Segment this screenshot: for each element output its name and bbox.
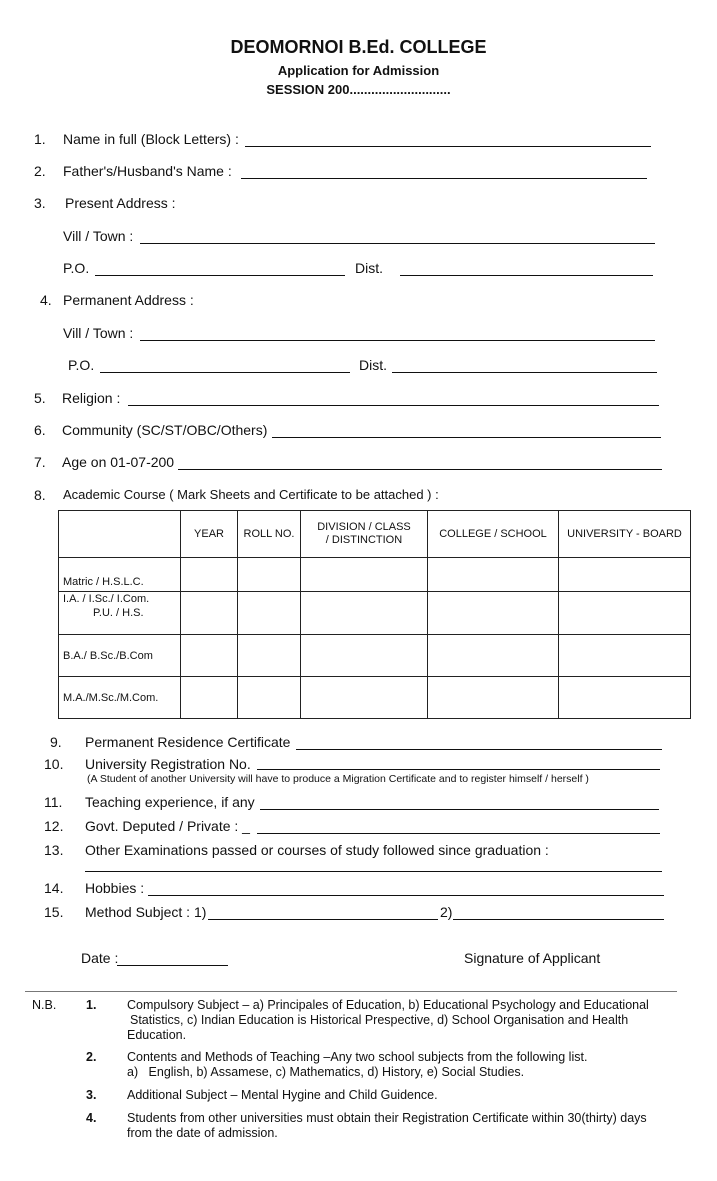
- row-label: Matric / H.S.L.C.: [59, 558, 181, 592]
- present-vill-input-line[interactable]: [140, 243, 655, 244]
- row-label-line2: P.U. / H.S.: [93, 607, 144, 619]
- field-hobbies: [0, 880, 717, 900]
- field-number: 9.: [50, 734, 62, 750]
- table-row: [59, 677, 691, 719]
- field-other-exams: [0, 842, 717, 862]
- cell[interactable]: [301, 635, 428, 677]
- cell[interactable]: [428, 635, 559, 677]
- cell[interactable]: [181, 592, 238, 635]
- field-number: 15.: [44, 904, 64, 920]
- field-number: 6.: [34, 422, 46, 438]
- field-number: 8.: [34, 487, 46, 503]
- cell[interactable]: [301, 558, 428, 592]
- cell[interactable]: [559, 677, 691, 719]
- field-label: Present Address :: [65, 195, 176, 211]
- divider: [25, 991, 677, 992]
- date-input-line[interactable]: [117, 965, 228, 966]
- field-number: 4.: [40, 292, 52, 308]
- note-text: (A Student of another University will have to produce a Migration Certificate and to register himself / herself ): [87, 773, 589, 785]
- note-line: Education.: [127, 1028, 187, 1042]
- present-dist-input-line[interactable]: [400, 275, 653, 276]
- table-header: ROLL NO.: [238, 511, 301, 558]
- field-number: 13.: [44, 842, 64, 858]
- field-label: Father's/Husband's Name :: [63, 163, 232, 179]
- row-label-line1: I.A. / I.Sc./ I.Com.: [63, 593, 150, 605]
- field-label: Permanent Address :: [63, 292, 194, 308]
- table-row: [59, 558, 691, 592]
- present-vill-town: [0, 228, 717, 248]
- permanent-dist-input-line[interactable]: [392, 372, 657, 373]
- nb-label: N.B.: [32, 998, 57, 1012]
- field-label: Method Subject : 1): [85, 904, 207, 920]
- field-deputed: [0, 818, 717, 838]
- field-label: Teaching experience, if any: [85, 794, 255, 810]
- cell[interactable]: [428, 592, 559, 635]
- teaching-input-line[interactable]: [260, 809, 659, 810]
- field-age: [0, 454, 717, 474]
- permanent-vill-town: [0, 325, 717, 345]
- present-po-dist: [0, 260, 717, 280]
- cell[interactable]: [181, 558, 238, 592]
- field-number: 7.: [34, 454, 46, 470]
- field-present-address: [0, 195, 717, 215]
- present-po-input-line[interactable]: [95, 275, 345, 276]
- cell[interactable]: [238, 558, 301, 592]
- note-line: Students from other universities must obtain their Registration Certificate within 30(thirty) days: [127, 1111, 647, 1125]
- form-subtitle: Application for Admission: [277, 63, 440, 78]
- note-number: 1.: [86, 998, 97, 1012]
- field-number: 14.: [44, 880, 64, 896]
- table-row: [59, 592, 691, 635]
- religion-input-line[interactable]: [128, 405, 659, 406]
- field-number: 11.: [44, 794, 63, 810]
- field-label: Dist.: [355, 260, 383, 276]
- field-permanent-address: [0, 292, 717, 312]
- field-label: Govt. Deputed / Private : _: [85, 818, 250, 834]
- table-header: [59, 511, 181, 558]
- note-3: [127, 1088, 687, 1103]
- field-number: 2.: [34, 163, 46, 179]
- permanent-po-dist: [0, 357, 717, 377]
- table-row: [59, 635, 691, 677]
- permanent-po-input-line[interactable]: [100, 372, 350, 373]
- table-header: COLLEGE / SCHOOL: [428, 511, 559, 558]
- date-label: Date :: [81, 950, 119, 966]
- father-name-input-line[interactable]: [241, 178, 647, 179]
- permanent-vill-input-line[interactable]: [140, 340, 655, 341]
- field-label: Vill / Town :: [63, 325, 134, 341]
- note-line: a) English, b) Assamese, c) Mathematics, d) History, e) Social Studies.: [127, 1065, 525, 1079]
- note-line: Contents and Methods of Teaching –Any two school subjects from the following list.: [127, 1050, 588, 1064]
- field-number: 1.: [34, 131, 46, 147]
- field-label: Community (SC/ST/OBC/Others): [62, 422, 268, 438]
- field-number: 10.: [44, 756, 64, 772]
- field-label: Permanent Residence Certificate: [85, 734, 291, 750]
- cell[interactable]: [559, 592, 691, 635]
- other-exams-input-line[interactable]: [85, 871, 662, 872]
- field-label: University Registration No.: [85, 756, 251, 772]
- field-label: P.O.: [68, 357, 95, 373]
- cell[interactable]: [559, 558, 691, 592]
- signature-label: Signature of Applicant: [464, 950, 601, 966]
- cell[interactable]: [301, 677, 428, 719]
- name-input-line[interactable]: [245, 146, 651, 147]
- row-label: [59, 592, 181, 635]
- field-teaching-experience: [0, 794, 717, 814]
- cell[interactable]: [428, 558, 559, 592]
- registration-note: [0, 773, 717, 793]
- field-label: Hobbies :: [85, 880, 145, 896]
- field-label: Age on 01-07-200: [62, 454, 175, 470]
- deputed-input-line[interactable]: [257, 833, 660, 834]
- cell[interactable]: [238, 592, 301, 635]
- field-label: P.O.: [63, 260, 90, 276]
- note-number: 2.: [86, 1050, 97, 1064]
- field-name: [0, 131, 717, 151]
- note-2: [127, 1050, 687, 1080]
- field-number: 3.: [34, 195, 46, 211]
- note-line: Additional Subject – Mental Hygine and Child Guidence.: [127, 1088, 438, 1102]
- cell[interactable]: [181, 635, 238, 677]
- field-label: Other Examinations passed or courses of study followed since graduation :: [85, 842, 549, 858]
- note-1: [127, 998, 687, 1043]
- college-name: DEOMORNOI B.Ed. COLLEGE: [230, 37, 487, 57]
- cell[interactable]: [238, 677, 301, 719]
- table-header: YEAR: [181, 511, 238, 558]
- cell[interactable]: [559, 635, 691, 677]
- field-number: 12.: [44, 818, 64, 834]
- row-label: B.A./ B.Sc./B.Com: [59, 635, 181, 677]
- note-line: Statistics, c) Indian Education is Historical Prespective, d) School Organisation and Health: [130, 1013, 629, 1027]
- note-line: Compulsory Subject – a) Principales of Education, b) Educational Psychology and Educational: [127, 998, 649, 1012]
- date-signature-row: [0, 950, 717, 970]
- field-label: Vill / Town :: [63, 228, 134, 244]
- field-residence-certificate: [0, 734, 717, 754]
- field-label: Religion :: [62, 390, 121, 406]
- community-input-line[interactable]: [272, 437, 661, 438]
- field-label: 2): [440, 904, 453, 920]
- note-4: [127, 1111, 697, 1141]
- residence-input-line[interactable]: [296, 749, 662, 750]
- field-label: Dist.: [359, 357, 387, 373]
- academic-table: [58, 510, 691, 719]
- session: SESSION 200............................: [266, 82, 451, 97]
- age-input-line[interactable]: [178, 469, 662, 470]
- field-method-subject: [0, 904, 717, 924]
- field-father-name: [0, 163, 717, 183]
- cell[interactable]: [428, 677, 559, 719]
- method-subject-1-input-line[interactable]: [208, 919, 438, 920]
- field-academic-course: [0, 487, 717, 507]
- registration-input-line[interactable]: [257, 769, 660, 770]
- table-header: UNIVERSITY - BOARD: [559, 511, 691, 558]
- cell[interactable]: [181, 677, 238, 719]
- field-religion: [0, 390, 717, 410]
- row-label: M.A./M.Sc./M.Com.: [59, 677, 181, 719]
- field-community: [0, 422, 717, 442]
- table-header: DIVISION / CLASS / DISTINCTION: [301, 511, 428, 558]
- method-subject-2-input-line[interactable]: [453, 919, 664, 920]
- field-number: 5.: [34, 390, 46, 406]
- cell[interactable]: [301, 592, 428, 635]
- field-label: Name in full (Block Letters) :: [63, 131, 239, 147]
- cell[interactable]: [238, 635, 301, 677]
- note-number: 4.: [86, 1111, 97, 1125]
- note-line: from the date of admission.: [127, 1126, 278, 1140]
- table-header-row: [59, 511, 691, 558]
- hobbies-input-line[interactable]: [148, 895, 664, 896]
- field-label: Academic Course ( Mark Sheets and Certificate to be attached ) :: [63, 487, 439, 502]
- note-number: 3.: [86, 1088, 97, 1102]
